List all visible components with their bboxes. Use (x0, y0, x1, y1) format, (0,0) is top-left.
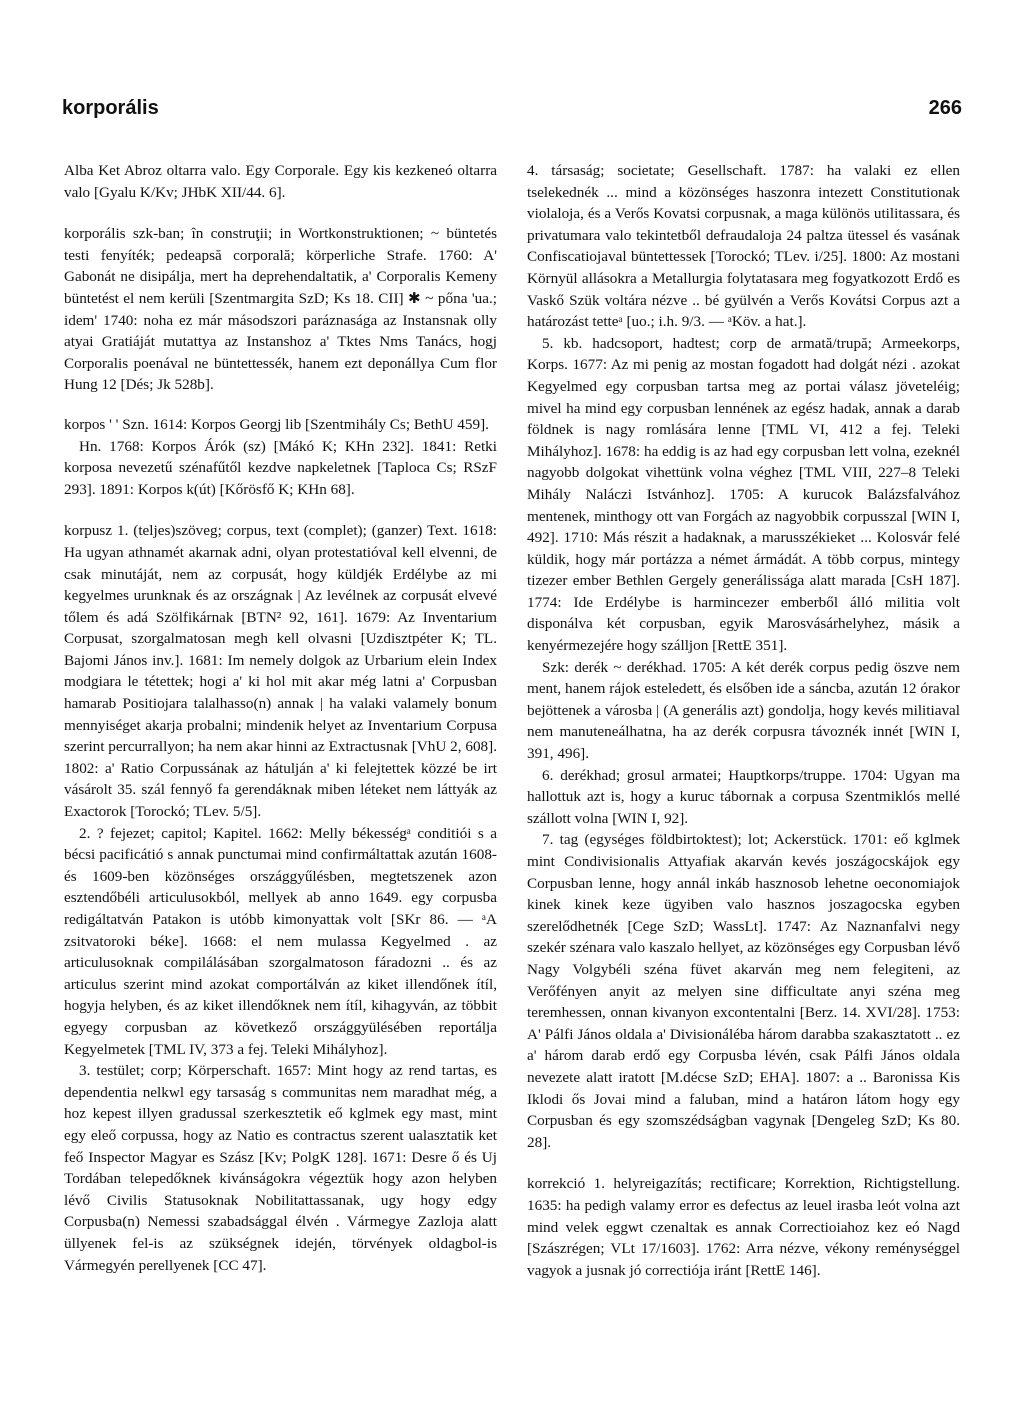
page-header (62, 97, 962, 125)
dictionary-paragraph: 6. derékhad; grosul armatei; Hauptkorps/truppe. 1704: Ugyan ma hallottuk azt is, hogy a kuruc tábornak a corpusa Szentmiklós mellé szállott volna [WIN I, 92]. (527, 766, 960, 827)
dictionary-entry-korrekcio: korrekció 1. helyreigazítás; rectificare; Korrektion, Richtigstellung. 1635: ha pedigh valamy error es defectus az leuel irasba leót volna azt mind velek eggwt czenaltak es annak Correctioiahoz kez eó Nagd [Szászrégen; VLt 17/1603]. 1762: Arra nézve, vékony reménységgel vagyok a jusnak jó correctiója iránt [RettE 146]. (527, 1175, 960, 1279)
dictionary-paragraph: 4. társaság; societate; Gesellschaft. 1787: ha valaki ez ellen tselekednék ... mind a közönséges haszonra intezett Constitutionak violaloja, és a Verős Kovatsi corpusnak, a maga különös utilitassara, és privatumara valo tekintetből defraudaloja 24 paltza ütessel és vasának Confiscatiojaval büntettessek [Torockó; TLev. i/25]. 1800: Az mostani Környül allásokra a Metallurgia folytatasara meg fogyatkozott Erdő es Vaskő Szük voltára nézve .. bé gyülvén a Verős Kovátsi Corpus azt a határozást tetteᵃ [uo.; i.h. 9/3. — ᵃKöv. a hat.]. (527, 162, 960, 331)
left-column (64, 160, 497, 1276)
page-number: 266 (928, 97, 962, 119)
dictionary-paragraph: 2. ? fejezet; capitol; Kapitel. 1662: Melly békességᵃ conditiói s a bécsi pacificátió s annak punctumai mind confirmáltattak azután 1608- és 1609-ben közönséges országgyűlésben, megtetszenek azon esztendőbéli articulusokból, mellyek ab anno 1649. egy corpusba redigáltatván Patakon is utóbb kimonyattak volt [SKr 86. — ᵃA zsitvatoroki béke]. 1668: el nem mulassa Kegyelmed . az articulusoknak compilálásában szorgalmatoson fáradozni .. és az articulus szerint mind azokat comportálván az kiket illendőnek ítíl, hogyja helyben, és az kiket illendőknek nem ítíl, kihagyván, az többit egyegy corpusban az következő országgyülésében reportálja Kegyelmetek [TML IV, 373 a fej. Teleki Mihályhoz]. (64, 824, 497, 1058)
dictionary-entry-korpusz: korpusz 1. (teljes)szöveg; corpus, text (complet); (ganzer) Text. 1618: Ha ugyan athnamét akarnak adni, olyan protestatióval kell elvenni, de csak minutáját, nem az corpusát, hogy küldjék Erdélybe az mi kegyelmes urunknak és az országnak | Az levélnek az corpusát elvevé tőlem és adá Szölfikárnak [BTN² 92, 161]. 1679: Az Inventarium Corpusat, szorgalmatosan megh kell olvasni [Uzdisztpéter K; TL. Bajomi János inv.]. 1681: Im nemely dolgok az Urbarium elein Index modgiara le tétettek; hogi a' ki hol mit akar még latni a' Corpusban hamarab Positiojara talalhasso(n) annak | ha valaki valamely bonum mennyiséget akarja probalni; mindenik helyet az Inventarium Corpusa szerint percurrallyon; ha nem akar hinni az Extractusnak [VhU 2, 608]. 1802: a' Ratio Corpussának az hátulján a' ki felejtettek közzé be irt vásárolt 35. szál fennyő fa gerendáknak miben léteket nem láttyák az Exactorok [Torockó; TLev. 5/5]. (64, 522, 497, 821)
dictionary-paragraph: 7. tag (egységes földbirtoktest); lot; Ackerstück. 1701: eő kglmek mint Condivisionalis Attyafiak akarván kevés joszágocskájok egy Corpusban lenne, hogy annál inkáb hasznosob lehetne oeconomiajok kinek kinek keze ügyiben valo hasznos joszagocska egyben szerelődhetnék [Cege SzD; WassLt]. 1747: Az Naznanfalvi negy szekér szénara valo kaszalo hellyet, az közönséges egy Corpusban lévő Nagy Volgybéli széna füvet akarván meg nem felegiteni, az Verőfényen anyit az melyen sine difficultate anyi széna meg teremhessen, onnan kivanyon excontentalni [Berz. 14. XVI/28]. 1753: A' Pálfi János oldala a' Divisionáléba három darabba szakasztatott .. ez a' három darab erdő egy Corpusba lévén, csak Pálfi János oldala nevezete alatt iratott [M.décse SzD; EHA]. 1807: a .. Baronissa Kis Iklodi ős Jovai mind a faluban, mind a határon látom hogy egy Corpusban és egy szomszédságban vagynak [Dengeleg SzD; Ks 80. 28]. (527, 831, 960, 1151)
running-headword: korporális (62, 97, 159, 119)
dictionary-entry-korporalis: korporális szk-ban; în construţii; in Wortkonstruktionen; ~ büntetés testi fenyíték; pedeapsă corporală; körperliche Strafe. 1760: A' Gabonát ne disipálja, mert ha deprehendaltatik, a' Corporalis Kemeny büntetést el nem kerüli [Szentmargita SzD; Ks 18. CII] ✱ ~ pőna 'ua.; idem' 1740: noha ez már másodszori paráznasága az Instansnak olly atyai Gratiáját mutattya az Instanshoz a' Tktes Nms Tanács, hogj Corporalis poenával ne büntettessék, hanem ezt deponállya Cum flor Hung 12 [Dés; Jk 528b]. (64, 225, 497, 394)
dictionary-paragraph: Hn. 1768: Korpos Árók (sz) [Mákó K; KHn 232]. 1841: Retki korposa nevezetű szénafűtől kezdve napkeletnek [Taploca Cs; RSzF 293]. 1891: Korpos k(út) [Kőrösfő K; KHn 68]. (64, 437, 497, 498)
right-column (527, 160, 960, 1281)
dictionary-paragraph: Alba Ket Abroz oltarra valo. Egy Corporale. Egy kis kezkeneó oltarra valo [Gyalu K/Kv; JHbK XII/44. 6]. (64, 162, 497, 201)
dictionary-entry-korpos: korpos ' ' Szn. 1614: Korpos Georgj lib [Szentmihály Cs; BethU 459]. (64, 415, 489, 433)
dictionary-paragraph: 5. kb. hadcsoport, hadtest; corp de armată/trupă; Armeekorps, Korps. 1677: Az mi penig az mostan fogadott had dolgát nézi . azokat Kegyelmed egy corpusban tartsa meg az portai válasz jöveteléig; mivel ha mind egy corpusban lennének az egész hadak, annak a darab földnek is nagy romlására lenne [TML VI, 412 a fej. Teleki Mihályhoz]. 1678: ha eddig is az had egy corpusban lett volna, ezeknél nagyobb dolgokat vihettünk volna véghez [TML VIII, 227–8 Teleki Mihály Naláczi Istvánhoz]. 1705: A kurucok Balázsfalvához mentenek, minthogy ott van Forgách az nagyobbik corpusszal [WIN I, 492]. 1710: Más részit a hadaknak, a marusszékieket ... Kolosvár felé küldik, hogy már portázza a német ármádát. A több corpus, mintegy tizezer ember Bethlen Gergely generálissága alatt marada [CsH 187]. 1774: Ide Erdélybe is harmincezer emberből álló militia volt disponálva két corpusban, egyik Marosvásárhelyhez, másik a kenyérmezejére hogy szálljon [RettE 351]. (527, 334, 960, 655)
dictionary-paragraph: Szk: derék ~ derékhad. 1705: A két derék corpus pedig öszve nem ment, hanem rájok esteledett, és elsőben ide a sáncba, azután 12 órakor bejöttenek a városba | (A generális azt) gondolja, hogy kevés militiaval nem manuteneálhatna, ha az derék corpusra távoznék innét [WIN I, 391, 496]. (527, 658, 960, 763)
dictionary-paragraph: 3. testület; corp; Körperschaft. 1657: Mint hogy az rend tartas, es dependentia nelkwl egy tarsaság s communitas nem maradhat még, a hoz kepest illyen gradussal szerkesztetik eő kglmek egy mast, mint egy eleő corpussa, hogy az Natio es contractus szerent ualasztatik ket feő Inspector Magyar es Szász [Kv; PolgK 128]. 1671: Desre ő és Uj Tordában telepedőknek kivánságokra végeztük hogy azon helyben lévő Civilis Statusoknak Nobilitattassanak, ugy hogy edgy Corpusba(n) Nemessi szabadsággal élvén . Vármegye Zazloja alatt üllyenek fel-is az szükségnek idején, törvények oldagbol-is Vármegyén perellyenek [CC 47]. (64, 1062, 497, 1274)
